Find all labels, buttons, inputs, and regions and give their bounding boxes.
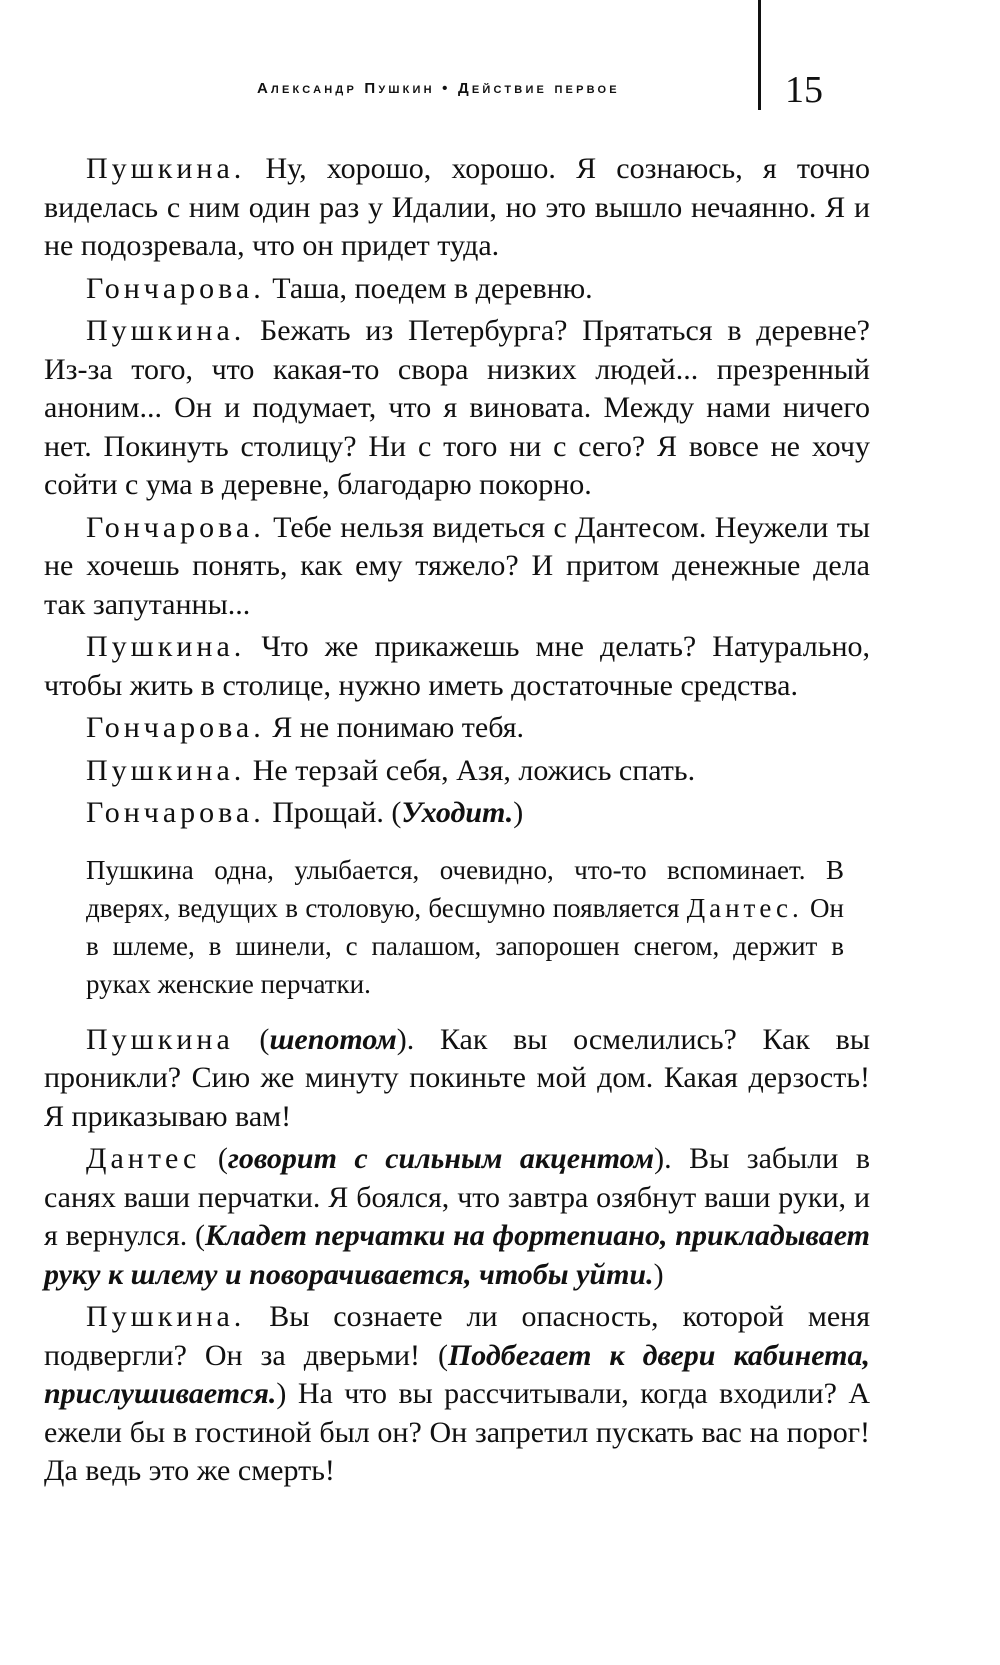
running-title: Александр Пушкин • Действие первое [257, 80, 620, 97]
line-tail: ) [513, 796, 524, 829]
stage-remark: Уходит. [401, 796, 514, 829]
speaker-name: Гончарова. [86, 796, 265, 829]
speaker-name: Пушкина. [86, 1300, 246, 1333]
line-text: Ну, хорошо, хорошо. Я сознаюсь, я точно виделась с ним один раз у Идалии, но это вышло нечаянно. Я и не подозревала, что он придет туда. [44, 152, 870, 262]
line-text: Бежать из Петербурга? Прятаться в деревне? Из-за того, что какая-то свора низких людей... презренный аноним... Он и подумает, что я виновата. Между нами ничего нет. Покинуть столицу? Ни с того ни с сего? Я вовсе не хочу сойти с ума в деревне, благодарю покорно. [44, 314, 870, 501]
dialogue-line [44, 628, 870, 705]
stage-direction [44, 851, 870, 1003]
dialogue-line [44, 709, 870, 748]
speaker-name: Дантес [86, 1142, 201, 1175]
line-text: Я не понимаю тебя. [264, 711, 525, 744]
dialogue-line [44, 270, 870, 309]
dialogue-line [44, 1140, 870, 1294]
line-text: Прощай. ( [264, 796, 402, 829]
speaker-name: Гончарова. [86, 510, 265, 544]
dialogue-line [44, 312, 870, 505]
line-text: Не терзай себя, Азя, ложись спать. [245, 753, 696, 787]
speaker-name: Пушкина. [86, 753, 246, 787]
speaker-name: Пушкина. [86, 152, 246, 185]
stage-remark: говорит с сильным акцентом [227, 1142, 655, 1175]
dialogue-line [44, 1021, 870, 1137]
line-tail: ) На что вы рассчитывали, когда входили? А ежели бы в гостиной был он? Он запретил пускать вас на порог! Да ведь это же смерть! [44, 1377, 870, 1487]
dialogue-line [44, 150, 870, 266]
line-pre: ( [200, 1142, 228, 1175]
speaker-name: Гончарова. [86, 711, 265, 744]
line-tail: ) [653, 1257, 664, 1291]
dialogue-line [44, 1298, 870, 1491]
page-body [44, 150, 870, 1495]
line-pre: ( [233, 1022, 270, 1056]
dialogue-line [44, 794, 870, 833]
dialogue-line [44, 752, 870, 791]
speaker-name: Пушкина [86, 1022, 234, 1056]
speaker-name: Пушкина. [86, 630, 246, 663]
stage-remark-2: Подбегает к двери кабинета, прислушивается. [44, 1338, 870, 1410]
stage-remark-2: Кладет перчатки на фортепиано, прикладывает руку к шлему и поворачивается, чтобы уйти. [44, 1219, 870, 1291]
line-text: Вы сознаете ли опасность, которой меня подвергли? Он за дверьми! ( [44, 1300, 870, 1372]
stage-character-name: Дантес. [686, 892, 803, 923]
page-number: 15 [785, 69, 823, 111]
line-text: ). Вы забыли в санях ваши перчатки. Я боялся, что завтра озябнут ваши руки, и я вернулся. ( [44, 1142, 870, 1252]
line-text: Таша, поедем в деревню. [264, 271, 593, 305]
line-text: Что же прикажешь мне делать? Натурально, чтобы жить в столице, нужно иметь достаточные средства. [44, 630, 870, 702]
stage-remark: шепотом [269, 1022, 397, 1056]
speaker-name: Гончарова. [86, 271, 265, 305]
line-text: Тебе нельзя видеться с Дантесом. Неужели ты не хочешь понять, как ему тяжело? И притом денежные дела так запутанны... [44, 510, 870, 621]
stage-text-rest: Он в шлеме, в шинели, с палашом, запорошен снегом, держит в руках женские перчатки. [86, 892, 844, 999]
speaker-name: Пушкина. [86, 314, 246, 347]
dialogue-line [44, 509, 870, 625]
stage-text: Пушкина одна, улыбается, очевидно, что-то вспоминает. В дверях, ведущих в столовую, бесшумно появляется [86, 854, 844, 923]
line-text: ). Как вы осмелились? Как вы проникли? Сию же минуту покиньте мой дом. Какая дерзость! Я приказываю вам! [44, 1022, 870, 1133]
header-divider [758, 0, 761, 110]
